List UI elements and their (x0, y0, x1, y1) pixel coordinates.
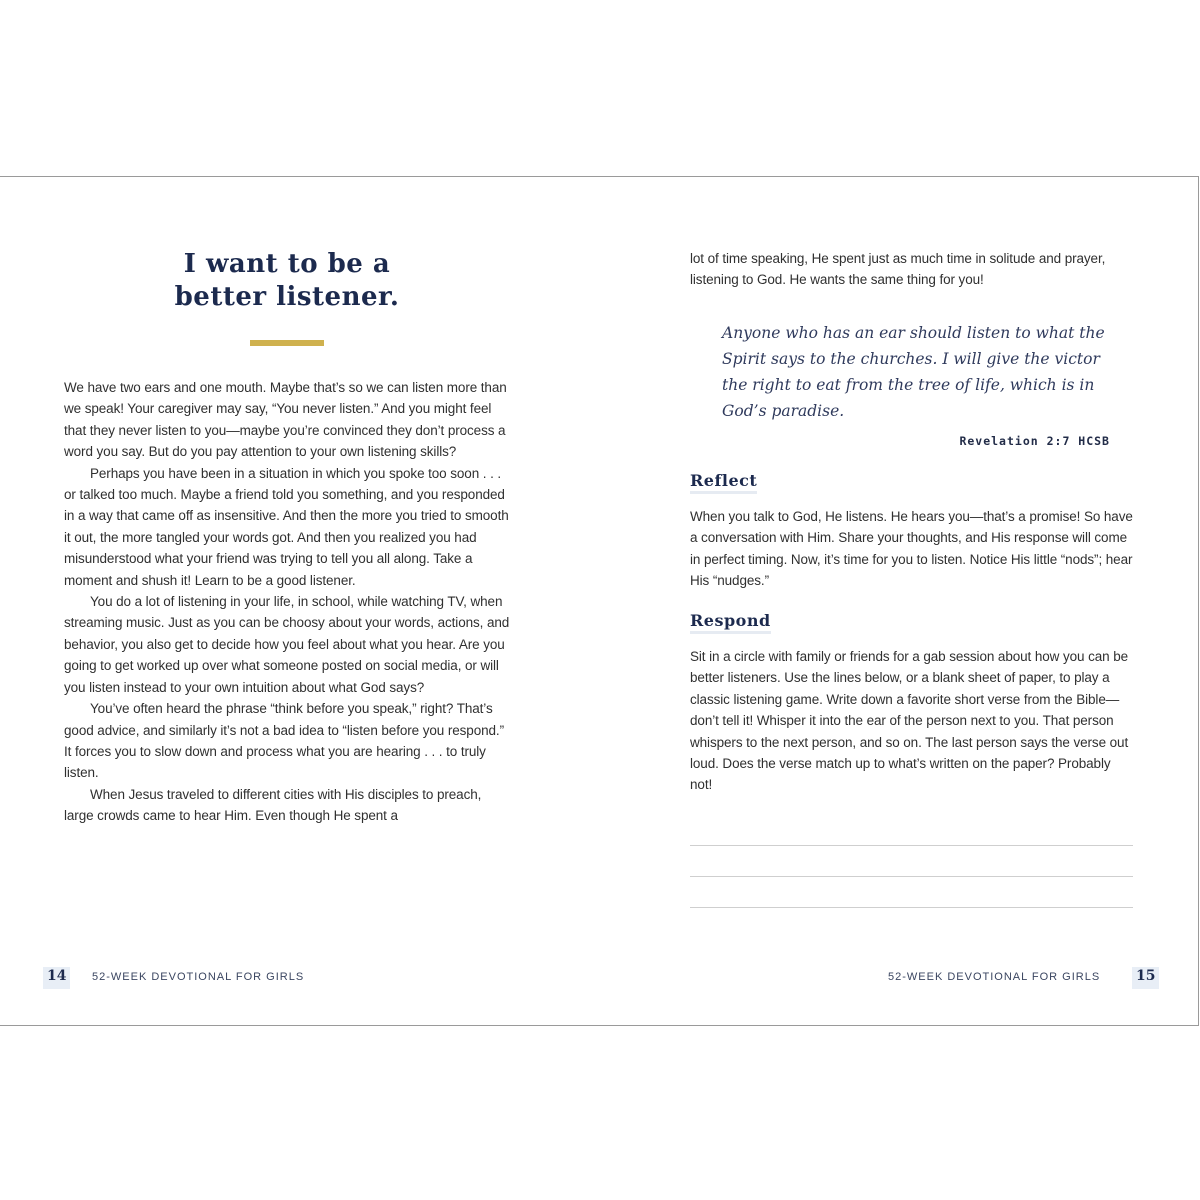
reflect-heading: Reflect (690, 471, 757, 494)
writing-line-3 (690, 907, 1133, 908)
scripture-reference: Revelation 2:7 HCSB (959, 434, 1110, 448)
respond-text: Sit in a circle with family or friends for a gab session about how you can be better listeners. Use the lines below, or a blank sheet of paper, to play a classic listening game. Write down a favorite short verse from the Bible—don’t tell it! Whisper it into the ear of the person next to you. That person whispers to the next person, and so on. The last person says the verse out loud. Does the verse match up to what’s written on the paper? Probably not! (690, 649, 1129, 793)
title-line-2: better listener. (174, 282, 400, 312)
running-head-left: 52-WEEK DEVOTIONAL FOR GIRLS (92, 971, 305, 983)
body-paragraph-2: Perhaps you have been in a situation in which you spoke too soon . . . or talked too much. Maybe a friend told you something, and you responded in a way that came off as insensitive. And then the more you tried to smooth it out, the more tangled your words got. And then you realized you had misunderstood what your friend was trying to tell you all along. Take a moment and shush it! Learn to be a good listener. (64, 465, 509, 588)
body-paragraph-1: We have two ears and one mouth. Maybe that’s so we can listen more than we speak! Your caregiver may say, “You never listen.” And you might feel that they never listen to you—maybe you’re convinced they don’t process a word you say. But do you pay attention to your own listening skills? (64, 380, 507, 460)
writing-line-2 (690, 876, 1133, 877)
running-head-right: 52-WEEK DEVOTIONAL FOR GIRLS (888, 971, 1101, 983)
title-underline-bar (250, 340, 324, 346)
page-title (100, 248, 474, 314)
writing-line-1 (690, 845, 1133, 846)
continued-text (690, 248, 1130, 291)
page-number-left: 14 (43, 967, 70, 989)
reflect-text: When you talk to God, He listens. He hears you—that’s a promise! So have a conversation with Him. Share your thoughts, and His response will come in perfect timing. Now, it’s time for you to listen. Notice His little “nods”; hear His “nudges.” (690, 509, 1133, 589)
respond-heading: Respond (690, 611, 771, 634)
respond-section (690, 646, 1135, 796)
title-line-1: I want to be a (183, 249, 391, 279)
continued-paragraph: lot of time speaking, He spent just as much time in solitude and prayer, listening to God. He wants the same thing for you! (690, 251, 1106, 288)
body-paragraph-3: You do a lot of listening in your life, in school, while watching TV, when streaming music. Just as you can be choosy about your words, actions, and behavior, you also get to decide how you feel about what you hear. Are you going to get worked up over what someone posted on social media, or will you listen instead to your own intuition about what God says? (64, 594, 510, 695)
body-paragraph-5: When Jesus traveled to different cities with His disciples to preach, large crowds came to hear Him. Even though He spent a (64, 786, 482, 824)
scripture-quote: Anyone who has an ear should listen to what the Spirit says to the churches. I will give the victor the right to eat from the tree of life, which is in God’s paradise. (722, 324, 1105, 420)
body-paragraph-4: You’ve often heard the phrase “think before you speak,” right? That’s good advice, and similarly it’s not a bad idea to “listen before you respond.” It forces you to slow down and process what you are hearing . . . to truly listen. (64, 701, 504, 781)
left-body-text (64, 377, 514, 827)
page-number-right: 15 (1132, 967, 1159, 989)
reflect-section (690, 506, 1135, 592)
